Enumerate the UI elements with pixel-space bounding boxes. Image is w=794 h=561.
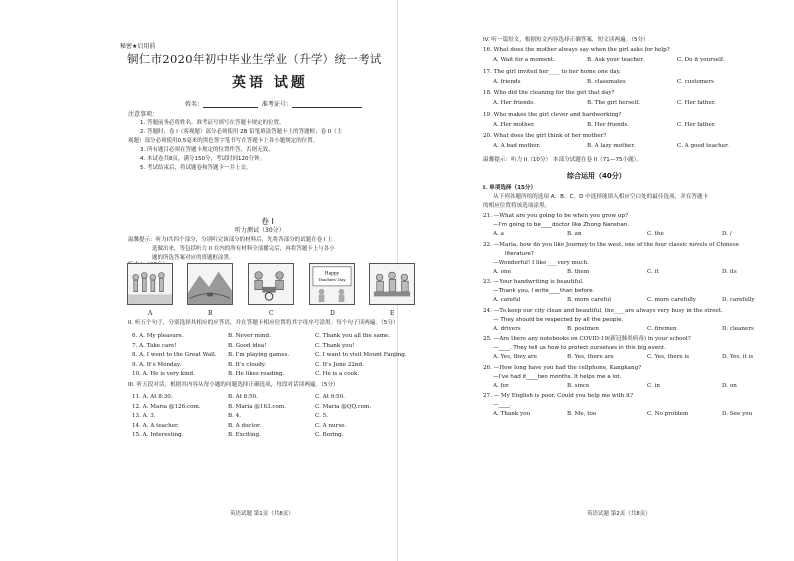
question-text: 18. Who did the cleaning for the girl that day? bbox=[483, 90, 615, 96]
option-a: A. drivers bbox=[493, 325, 521, 332]
picture-label: B bbox=[208, 310, 213, 317]
option-b: B. A lazy mother. bbox=[587, 143, 636, 149]
question-text: 25. —Are there any notebooks on COVID-19(新冠肺炎病毒) in your school? bbox=[483, 336, 691, 342]
question-text: 16. What does the mother always say when the girl asks for help? bbox=[483, 47, 670, 53]
picture-d-text-2: Teachers' Day bbox=[318, 277, 346, 283]
option-b: B. At 8:50. bbox=[228, 394, 258, 400]
option-d: D. carefully bbox=[722, 297, 755, 303]
option-c: C. It's June 22nd. bbox=[315, 361, 364, 368]
question-text: 24. —To keep our city clean and beautiful, the____are always very busy in the street. bbox=[483, 307, 723, 314]
option-a: 7. A. Take care! bbox=[132, 342, 177, 349]
single-choice-desc: 的相应位置将该选项涂黑。 bbox=[483, 203, 551, 209]
question-text: 27. — My English is poor. Could you help me with it? bbox=[483, 393, 634, 399]
option-a: A. Wait for a moment. bbox=[493, 57, 555, 63]
option-c: C. At 9:50. bbox=[315, 394, 345, 400]
question-text: 22. —Maria, how do you like Journey to the west, one of the four classic novels of Chinese bbox=[483, 241, 740, 248]
option-b: B. He likes reading. bbox=[228, 371, 285, 377]
option-c: C. Thank you! bbox=[315, 342, 355, 349]
picture-d bbox=[309, 263, 355, 305]
picture-label: C bbox=[269, 310, 274, 317]
option-c: C. in bbox=[647, 382, 661, 389]
exam-page-2 bbox=[397, 0, 794, 561]
notice-item: 观题）部分必须使用0.5毫米的黑色签字笔书写在答题卡上各小题规定的位置。 bbox=[128, 138, 319, 144]
option-c: C. Boring. bbox=[315, 432, 344, 438]
option-b: B. Never mind. bbox=[228, 333, 271, 339]
question-text: 17. The girl invited her____ to her home one day. bbox=[483, 68, 621, 75]
option-c: C. Maria @QQ.com. bbox=[315, 403, 372, 410]
name-line bbox=[185, 101, 362, 108]
option-c: C. A nurse. bbox=[315, 422, 347, 429]
option-b: B. since bbox=[567, 382, 590, 389]
option-b: B. It's cloudy. bbox=[228, 361, 266, 368]
option-b: B. Her friends. bbox=[587, 121, 629, 128]
option-c: C. customers bbox=[677, 78, 715, 85]
page-footer: 英语试题 第1页（共8页） bbox=[230, 511, 294, 517]
option-a: A. A bad mother. bbox=[493, 143, 541, 149]
option-a: 14. A. A teacher. bbox=[132, 422, 179, 429]
option-b: B. The girl herself. bbox=[587, 100, 640, 106]
option-b: B. an bbox=[567, 231, 582, 237]
option-c: C. Do it yourself. bbox=[677, 57, 725, 63]
option-b: B. classmates bbox=[587, 78, 626, 85]
option-a: A. for bbox=[493, 382, 509, 389]
option-b: B. Me, too bbox=[567, 411, 597, 417]
option-b: B. I'm playing games. bbox=[228, 352, 290, 358]
notice-heading: 注意事项： bbox=[128, 111, 159, 118]
listening-heading: 听力测试（30分） bbox=[235, 227, 285, 234]
section-heading: 综合运用（40分） bbox=[567, 172, 626, 180]
notice-item: 3. 所有题目必须在答题卡规定的位置作答，否则无效。 bbox=[140, 147, 274, 153]
option-c: C. more carefully bbox=[647, 297, 696, 303]
option-b: B. more careful bbox=[567, 297, 612, 303]
question-text: —____. They tell us how to protect ourselves in this big event. bbox=[493, 345, 666, 351]
warm-tip: 温馨提示：听力I共四个部分，分别听完该部分的材料后，先将各部分的试题在卷 I 上 bbox=[128, 237, 333, 243]
option-a: 9. A. It's Monday. bbox=[132, 361, 182, 368]
option-a: A. Her mother. bbox=[493, 121, 535, 128]
option-a: A. Yes, they are bbox=[493, 354, 537, 360]
part2-instruction: II. 听五个句子，分别选择其相应的应答语，并在答题卡相应位置将其字母序号涂黑。每个句子读两遍。（5分） bbox=[128, 320, 399, 326]
option-a: 6. A. My pleasure. bbox=[132, 333, 184, 339]
option-a: 13. A. 3. bbox=[132, 413, 156, 419]
option-b: B. Exciting. bbox=[228, 432, 261, 438]
picture-label: A bbox=[148, 310, 153, 317]
option-c: C. He is a cook. bbox=[315, 371, 360, 377]
volume-label: 卷 I bbox=[261, 217, 274, 226]
secret-label: 秘密★启用前 bbox=[120, 43, 156, 50]
option-d: D. on bbox=[722, 382, 737, 389]
option-a: A. careful bbox=[493, 297, 521, 303]
option-a: 8. A. I went to the Great Wall. bbox=[132, 352, 217, 358]
question-text: — They should be respected by all the people. bbox=[493, 316, 624, 323]
warm-tip: 题的所选答案对应的资题框涂黑。 bbox=[152, 255, 235, 261]
picture-a bbox=[127, 263, 173, 305]
option-a: A. friends bbox=[493, 78, 521, 85]
page-footer: 英语试题 第2页（共8页） bbox=[587, 511, 651, 517]
option-a: A. one bbox=[493, 268, 511, 275]
name-label: 姓名： bbox=[185, 101, 204, 108]
notice-item: 5. 考试结束后，将试题卷和答题卡一并上交。 bbox=[140, 165, 252, 171]
name-blank bbox=[203, 102, 258, 108]
option-b: B. 4. bbox=[228, 413, 242, 419]
notice-item: 1. 答题前务必将姓名、准考证号填写在答题卡规定的位置。 bbox=[140, 120, 285, 126]
option-b: B. Ask your teacher. bbox=[587, 57, 645, 63]
option-c: C. the bbox=[647, 231, 664, 237]
option-c: C. Her father. bbox=[677, 100, 716, 106]
option-a: 10. A. He is very kind. bbox=[132, 371, 195, 377]
option-c: C. A good teacher. bbox=[677, 143, 729, 149]
option-b: B. postmen bbox=[567, 325, 599, 332]
picture-b bbox=[187, 263, 233, 305]
picture-c bbox=[248, 263, 294, 305]
option-d: D. See you bbox=[722, 411, 753, 417]
option-c: C. firemen bbox=[647, 325, 677, 332]
question-text: 23. —Your handwriting is beautiful. bbox=[483, 279, 584, 285]
option-c: C. it bbox=[647, 268, 659, 275]
question-text: —____. bbox=[493, 402, 512, 408]
picture-label: E bbox=[390, 310, 395, 317]
warm-tip: 选做出来，等包括听力 II 在内的所有材料全部播完后，再将答题卡上与各小 bbox=[152, 246, 335, 252]
question-text: —I'm going to be____doctor like Zhong Nanshan. bbox=[493, 222, 630, 228]
question-text: —I've had it____two months. It helps me a lot. bbox=[493, 373, 622, 380]
option-b: B. them bbox=[567, 268, 590, 275]
option-b: B. A doctor. bbox=[228, 422, 262, 429]
option-d: D. Yes, it is bbox=[722, 354, 754, 360]
option-a: A. Her friends. bbox=[493, 100, 535, 106]
question-text: 20. What does the girl think of her mother? bbox=[483, 133, 607, 139]
option-a: 12. A. Maria @126.com. bbox=[132, 403, 201, 410]
option-c: C. 5. bbox=[315, 413, 328, 419]
option-a: A. Thank you bbox=[493, 411, 531, 417]
notice-item: 2. 答题时，卷 I（客观题）部分必须使用 2B 铅笔填涂答题卡上的答题框；卷 II（主 bbox=[140, 129, 343, 135]
part4-instruction: IV. 听一篇短文，根据短文内容选择正确答案，短文读两遍。（5分） bbox=[483, 37, 649, 43]
question-text: literature? bbox=[505, 250, 534, 257]
single-choice-desc: 从下列各题所给的选项 A、B、C、D 中选择能填入相应空白处的最佳选项，并在答题卡 bbox=[493, 194, 709, 200]
question-text: 26. —How long have you had the cellphone, Kangkang? bbox=[483, 364, 642, 371]
question-text: 21. —What are you going to be when you grow up? bbox=[483, 213, 629, 219]
single-choice-heading: I. 单项选择（15分） bbox=[483, 185, 537, 191]
option-b: B. Yes, there are bbox=[567, 354, 614, 360]
question-text: —Thank you, I write____than before. bbox=[493, 288, 595, 294]
option-c: C. No problem bbox=[647, 411, 689, 417]
option-a: A. a bbox=[493, 231, 504, 237]
picture-d-text-1: Happy bbox=[324, 271, 340, 277]
option-d: D. / bbox=[722, 231, 732, 237]
exam-title: 铜仁市2020年初中毕业生学业（升学）统一考试 bbox=[127, 52, 382, 66]
option-d: D. cleaners bbox=[722, 325, 754, 332]
option-c: C. Yes, there is bbox=[647, 354, 690, 360]
option-c: C. I want to visit Mount Fanjing. bbox=[315, 352, 407, 358]
exam-no-blank bbox=[292, 102, 362, 108]
option-b: B. Good idea! bbox=[228, 342, 267, 349]
option-c: C. Thank you all the same. bbox=[315, 333, 391, 339]
exam-no-label: 准考证号： bbox=[261, 101, 292, 108]
exam-subtitle: 英语 试题 bbox=[232, 75, 308, 91]
option-d: D. its bbox=[722, 268, 737, 275]
tip-listening2: 温馨提示：听力 II（10分） 本部分试题在卷 II（71—75小题）。 bbox=[483, 157, 643, 163]
picture-label: D bbox=[330, 310, 335, 317]
question-text: 19. Who makes the girl clever and hardworking? bbox=[483, 111, 622, 118]
option-b: B. Maria @163.com. bbox=[228, 403, 286, 410]
option-c: C. Her father. bbox=[677, 121, 716, 128]
option-a: 15. A. Interesting. bbox=[132, 432, 184, 438]
option-a: 11. A. At 8:30. bbox=[132, 394, 173, 400]
part3-instruction: III. 听五段对话，根据其内容从每小题的问题选择正确选项，每段对话读两遍。（5分） bbox=[128, 382, 339, 388]
question-text: —Wonderful! I like____very much. bbox=[493, 259, 589, 266]
notice-item: 4. 本试卷共8页，满分150分，考试时间120分钟。 bbox=[140, 156, 265, 162]
